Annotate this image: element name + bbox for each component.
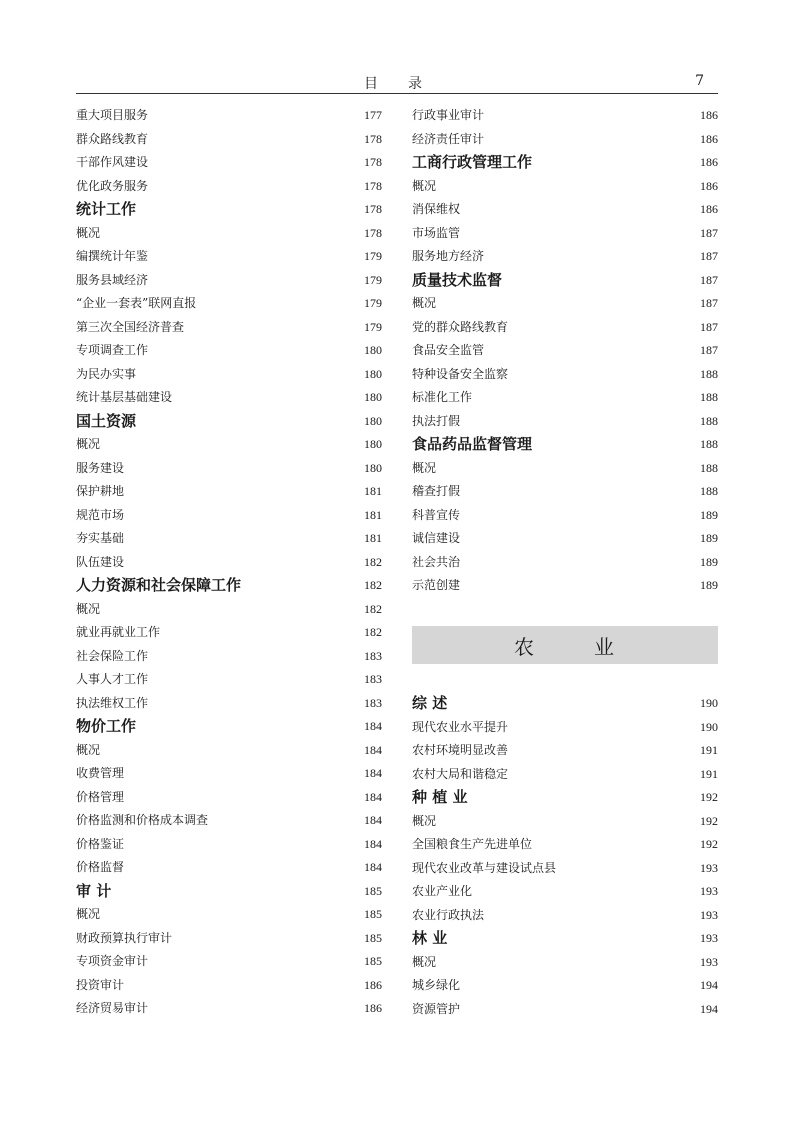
toc-entry-page: 185 — [364, 883, 382, 898]
toc-entry-page: 187 — [700, 343, 718, 357]
toc-section-heading[interactable] — [76, 715, 382, 739]
toc-entry-title: 概况 — [412, 460, 437, 475]
toc-entry-title: “企业一套表”联网直报 — [76, 296, 197, 310]
toc-entry-title: 为民办实事 — [76, 366, 137, 381]
toc-entry[interactable] — [76, 833, 382, 857]
toc-entry-page: 193 — [700, 860, 718, 875]
toc-entry-page: 186 — [700, 155, 718, 169]
toc-entry-page: 184 — [364, 766, 382, 780]
toc-entry[interactable] — [76, 621, 382, 645]
section-banner-agriculture — [412, 626, 718, 664]
toc-entry-page: 181 — [364, 507, 382, 522]
toc-entry-page: 180 — [364, 343, 382, 357]
toc-entry[interactable] — [76, 363, 382, 387]
toc-entry[interactable] — [76, 339, 382, 363]
toc-entry-page: 179 — [364, 249, 382, 263]
toc-entry-title: 稽查打假 — [412, 484, 461, 498]
toc-entry-page: 178 — [364, 202, 382, 216]
toc-entry-page: 185 — [364, 907, 382, 921]
toc-entry-page: 194 — [700, 1001, 718, 1016]
toc-entry[interactable] — [76, 151, 382, 175]
toc-entry-title: 干部作风建设 — [76, 155, 149, 169]
toc-entry-page: 184 — [364, 860, 382, 874]
toc-entry-page: 180 — [364, 460, 382, 475]
toc-entry[interactable] — [412, 245, 718, 269]
toc-entry-title: 科普宣传 — [412, 507, 461, 522]
toc-entry-page: 188 — [700, 484, 718, 498]
toc-entry[interactable] — [76, 762, 382, 786]
toc-entry-title: 人力资源和社会保障工作 — [76, 576, 242, 594]
toc-entry-title: 概况 — [76, 601, 101, 616]
toc-section-heading[interactable] — [412, 151, 718, 175]
toc-entry-title: 队伍建设 — [76, 554, 125, 569]
toc-entry-title: 执法打假 — [412, 413, 461, 428]
toc-entry-page: 183 — [364, 648, 382, 663]
toc-entry-page: 188 — [700, 366, 718, 381]
toc-entry-title: 优化政务服务 — [76, 178, 149, 193]
page-title: 目录 — [364, 76, 452, 92]
toc-entry-title: 资源管护 — [412, 1001, 461, 1016]
toc-entry-title: 服务县域经济 — [76, 272, 149, 287]
toc-entry-title: 党的群众路线教育 — [412, 319, 509, 334]
toc-entry-title: 编撰统计年鉴 — [76, 249, 149, 263]
toc-entry[interactable] — [76, 245, 382, 269]
toc-entry[interactable] — [76, 504, 382, 528]
toc-entry-title: 保护耕地 — [76, 484, 125, 498]
toc-entry-title: 标准化工作 — [412, 390, 473, 404]
toc-entry[interactable] — [412, 175, 718, 199]
toc-entry-title: 概况 — [76, 225, 101, 240]
toc-section-heading[interactable] — [76, 574, 382, 598]
toc-entry-page: 188 — [700, 413, 718, 428]
toc-entry-title: 服务建设 — [76, 460, 125, 475]
toc-entry-page: 185 — [364, 954, 382, 968]
toc-entry-page: 179 — [364, 296, 382, 310]
toc-entry-title: 群众路线教育 — [76, 131, 149, 146]
toc-entry-page: 184 — [364, 742, 382, 757]
toc-entry-page: 189 — [700, 507, 718, 522]
toc-entry[interactable] — [76, 809, 382, 833]
toc-entry-page: 192 — [700, 837, 718, 851]
toc-entry[interactable] — [76, 175, 382, 199]
toc-entry-title: 物价工作 — [76, 717, 137, 735]
toc-entry-title: 示范创建 — [412, 578, 461, 592]
banner-char-right: 业 — [594, 634, 616, 659]
toc-entry[interactable] — [412, 504, 718, 528]
toc-entry[interactable] — [76, 692, 382, 716]
toc-entry-page: 186 — [700, 131, 718, 146]
toc-entry[interactable] — [412, 527, 718, 551]
toc-entry[interactable] — [76, 292, 382, 316]
toc-section-heading[interactable] — [76, 880, 382, 904]
toc-entry[interactable] — [76, 457, 382, 481]
toc-entry-title: 规范市场 — [76, 507, 125, 522]
toc-entry-page: 188 — [700, 460, 718, 475]
toc-entry-page: 184 — [364, 719, 382, 733]
banner-char-left: 农 — [514, 634, 536, 659]
toc-entry-title: 统计工作 — [76, 200, 137, 218]
toc-entry[interactable] — [76, 551, 382, 575]
toc-entry-page: 181 — [364, 484, 382, 498]
toc-entry-page: 194 — [700, 978, 718, 992]
toc-entry-page: 186 — [364, 1001, 382, 1015]
toc-entry-page: 187 — [700, 319, 718, 334]
toc-entry-title: 概况 — [412, 813, 437, 828]
toc-entry-title: 全国粮食生产先进单位 — [412, 837, 533, 851]
toc-entry-page: 186 — [700, 108, 718, 122]
toc-left-column — [76, 104, 382, 1021]
toc-entry[interactable] — [412, 198, 718, 222]
toc-entry-page: 193 — [700, 931, 718, 945]
toc-entry[interactable] — [76, 222, 382, 246]
toc-entry[interactable] — [412, 880, 718, 904]
toc-entry-title: 综 述 — [412, 694, 448, 712]
toc-entry[interactable] — [412, 104, 718, 128]
toc-entry[interactable] — [412, 457, 718, 481]
toc-entry-page: 191 — [700, 743, 718, 757]
toc-entry-title: 农村环境明显改善 — [412, 743, 509, 757]
toc-entry[interactable] — [412, 857, 718, 881]
toc-entry-title: 价格管理 — [76, 789, 125, 804]
toc-section-heading[interactable] — [412, 433, 718, 457]
toc-entry-page: 180 — [364, 437, 382, 451]
toc-entry[interactable] — [76, 974, 382, 998]
toc-entry-title: 工商行政管理工作 — [412, 153, 533, 171]
toc-entry-title: 概况 — [412, 296, 437, 310]
toc-entry-title: 概况 — [412, 178, 437, 193]
toc-entry-title: 概况 — [76, 742, 101, 757]
page-header — [76, 73, 718, 94]
toc-entry-page: 180 — [364, 413, 382, 428]
toc-entry-title: 专项资金审计 — [76, 954, 149, 968]
toc-entry-page: 190 — [700, 719, 718, 734]
toc-entry-title: 农村大局和谐稳定 — [412, 766, 509, 781]
toc-entry[interactable] — [412, 222, 718, 246]
toc-entry-title: 经济贸易审计 — [76, 1001, 149, 1015]
toc-entry-title: 社会共治 — [412, 554, 461, 569]
toc-entry-title: 种 植 业 — [412, 788, 468, 806]
toc-entry-page: 192 — [700, 790, 718, 804]
toc-entry[interactable] — [76, 927, 382, 951]
toc-section-heading[interactable] — [412, 786, 718, 810]
toc-entry-page: 184 — [364, 836, 382, 851]
toc-entry-title: 第三次全国经济普查 — [76, 319, 185, 334]
toc-entry-page: 185 — [364, 930, 382, 945]
toc-entry-title: 消保维权 — [412, 202, 461, 216]
toc-entry[interactable] — [76, 128, 382, 152]
toc-entry-page: 186 — [700, 178, 718, 193]
toc-entry-title: 专项调查工作 — [76, 343, 149, 357]
toc-entry-title: 收费管理 — [76, 766, 125, 780]
toc-entry-title: 价格鉴证 — [76, 836, 125, 851]
toc-entry-title: 概况 — [76, 907, 101, 921]
toc-entry[interactable] — [76, 104, 382, 128]
toc-section-heading[interactable] — [76, 410, 382, 434]
toc-entry[interactable] — [76, 480, 382, 504]
toc-section-heading[interactable] — [412, 927, 718, 951]
toc-entry-page: 193 — [700, 954, 718, 969]
toc-entry-title: 行政事业审计 — [412, 108, 485, 122]
toc-entry[interactable] — [412, 716, 718, 740]
toc-entry-page: 180 — [364, 390, 382, 404]
toc-entry[interactable] — [76, 316, 382, 340]
toc-entry[interactable] — [76, 386, 382, 410]
toc-entry-title: 经济责任审计 — [412, 131, 485, 146]
toc-entry-page: 188 — [700, 390, 718, 404]
toc-entry-title: 价格监督 — [76, 860, 125, 874]
toc-entry[interactable] — [412, 292, 718, 316]
toc-entry-page: 181 — [364, 531, 382, 545]
toc-entry-title: 概况 — [76, 437, 101, 451]
toc-entry[interactable] — [412, 810, 718, 834]
toc-entry-title: 投资审计 — [76, 977, 125, 992]
toc-entry-page: 179 — [364, 272, 382, 287]
toc-entry[interactable] — [76, 527, 382, 551]
toc-entry-page: 191 — [700, 766, 718, 781]
toc-entry-title: 特种设备安全监察 — [412, 366, 509, 381]
toc-entry-title: 价格监测和价格成本调查 — [76, 813, 209, 827]
toc-entry[interactable] — [76, 950, 382, 974]
toc-entry-page: 189 — [700, 578, 718, 592]
toc-section-heading[interactable] — [76, 198, 382, 222]
toc-entry-page: 182 — [364, 601, 382, 616]
toc-entry-page: 187 — [700, 249, 718, 263]
toc-entry-title: 农业产业化 — [412, 884, 473, 898]
toc-entry-title: 国土资源 — [76, 411, 137, 430]
toc-entry-page: 193 — [700, 884, 718, 898]
toc-entry-page: 189 — [700, 554, 718, 569]
toc-entry-title: 重大项目服务 — [76, 108, 149, 122]
toc-entry-title: 现代农业改革与建设试点县 — [412, 860, 557, 875]
toc-entry[interactable] — [412, 739, 718, 763]
toc-entry-title: 审 计 — [76, 881, 112, 900]
toc-entry[interactable] — [76, 598, 382, 622]
toc-entry[interactable] — [412, 998, 718, 1022]
toc-entry-title: 现代农业水平提升 — [412, 719, 509, 734]
toc-entry-title: 市场监管 — [412, 225, 461, 240]
toc-entry-page: 178 — [364, 155, 382, 169]
toc-entry[interactable] — [76, 997, 382, 1021]
toc-entry[interactable] — [76, 786, 382, 810]
toc-entry-page: 182 — [364, 625, 382, 639]
toc-entry[interactable] — [412, 480, 718, 504]
toc-entry-title: 统计基层基础建设 — [76, 390, 173, 404]
toc-entry[interactable] — [412, 128, 718, 152]
toc-entry-page: 183 — [364, 672, 382, 686]
toc-entry-page: 178 — [364, 131, 382, 146]
toc-entry[interactable] — [412, 316, 718, 340]
toc-entry-page: 187 — [700, 225, 718, 240]
toc-entry-page: 187 — [700, 272, 718, 287]
page-number: 7 — [695, 73, 704, 89]
toc-entry-title: 就业再就业工作 — [76, 625, 161, 639]
toc-entry[interactable] — [412, 951, 718, 975]
toc-entry-title: 城乡绿化 — [412, 978, 461, 992]
toc-entry-page: 184 — [364, 813, 382, 827]
toc-entry-page: 192 — [700, 813, 718, 828]
toc-section-heading[interactable] — [412, 692, 718, 716]
toc-right-column — [412, 104, 718, 598]
toc-entry[interactable] — [412, 363, 718, 387]
toc-entry[interactable] — [76, 903, 382, 927]
toc-entry-page: 186 — [700, 202, 718, 216]
toc-entry-page: 177 — [364, 108, 382, 122]
toc-entry-title: 人事人才工作 — [76, 672, 149, 686]
toc-entry-title: 执法维权工作 — [76, 695, 149, 710]
toc-entry-title: 农业行政执法 — [412, 907, 485, 922]
toc-entry-page: 186 — [364, 977, 382, 992]
toc-entry-page: 178 — [364, 225, 382, 240]
toc-entry-page: 193 — [700, 907, 718, 922]
toc-entry-page: 180 — [364, 366, 382, 381]
toc-entry[interactable] — [412, 574, 718, 598]
toc-entry-title: 社会保险工作 — [76, 648, 149, 663]
toc-entry-title: 夯实基础 — [76, 531, 125, 545]
toc-entry-page: 183 — [364, 695, 382, 710]
toc-entry-page: 182 — [364, 578, 382, 592]
toc-entry[interactable] — [76, 739, 382, 763]
toc-entry-page: 189 — [700, 531, 718, 545]
toc-entry[interactable] — [412, 833, 718, 857]
toc-entry[interactable] — [412, 974, 718, 998]
toc-right-column-agriculture — [412, 692, 718, 1021]
toc-entry-page: 188 — [700, 437, 718, 451]
toc-entry[interactable] — [412, 904, 718, 928]
toc-entry[interactable] — [76, 668, 382, 692]
toc-entry[interactable] — [76, 645, 382, 669]
toc-entry[interactable] — [412, 386, 718, 410]
toc-entry-title: 质量技术监督 — [412, 270, 503, 289]
toc-entry-page: 187 — [700, 296, 718, 310]
toc-entry-title: 林 业 — [412, 929, 448, 947]
toc-entry[interactable] — [412, 339, 718, 363]
toc-entry[interactable] — [76, 269, 382, 293]
toc-entry-title: 诚信建设 — [412, 531, 461, 545]
toc-entry-title: 财政预算执行审计 — [76, 930, 173, 945]
toc-entry-page: 178 — [364, 178, 382, 193]
toc-entry[interactable] — [76, 433, 382, 457]
toc-entry-page: 182 — [364, 554, 382, 569]
toc-entry-title: 概况 — [412, 954, 437, 969]
toc-entry-title: 服务地方经济 — [412, 249, 485, 263]
toc-entry[interactable] — [76, 856, 382, 880]
toc-entry[interactable] — [412, 763, 718, 787]
toc-entry-page: 190 — [700, 696, 718, 710]
toc-entry-title: 食品安全监管 — [412, 343, 485, 357]
toc-entry-page: 179 — [364, 319, 382, 334]
toc-entry[interactable] — [412, 551, 718, 575]
toc-entry-title: 食品药品监督管理 — [412, 435, 533, 453]
toc-entry[interactable] — [412, 410, 718, 434]
toc-section-heading[interactable] — [412, 269, 718, 293]
toc-entry-page: 184 — [364, 789, 382, 804]
